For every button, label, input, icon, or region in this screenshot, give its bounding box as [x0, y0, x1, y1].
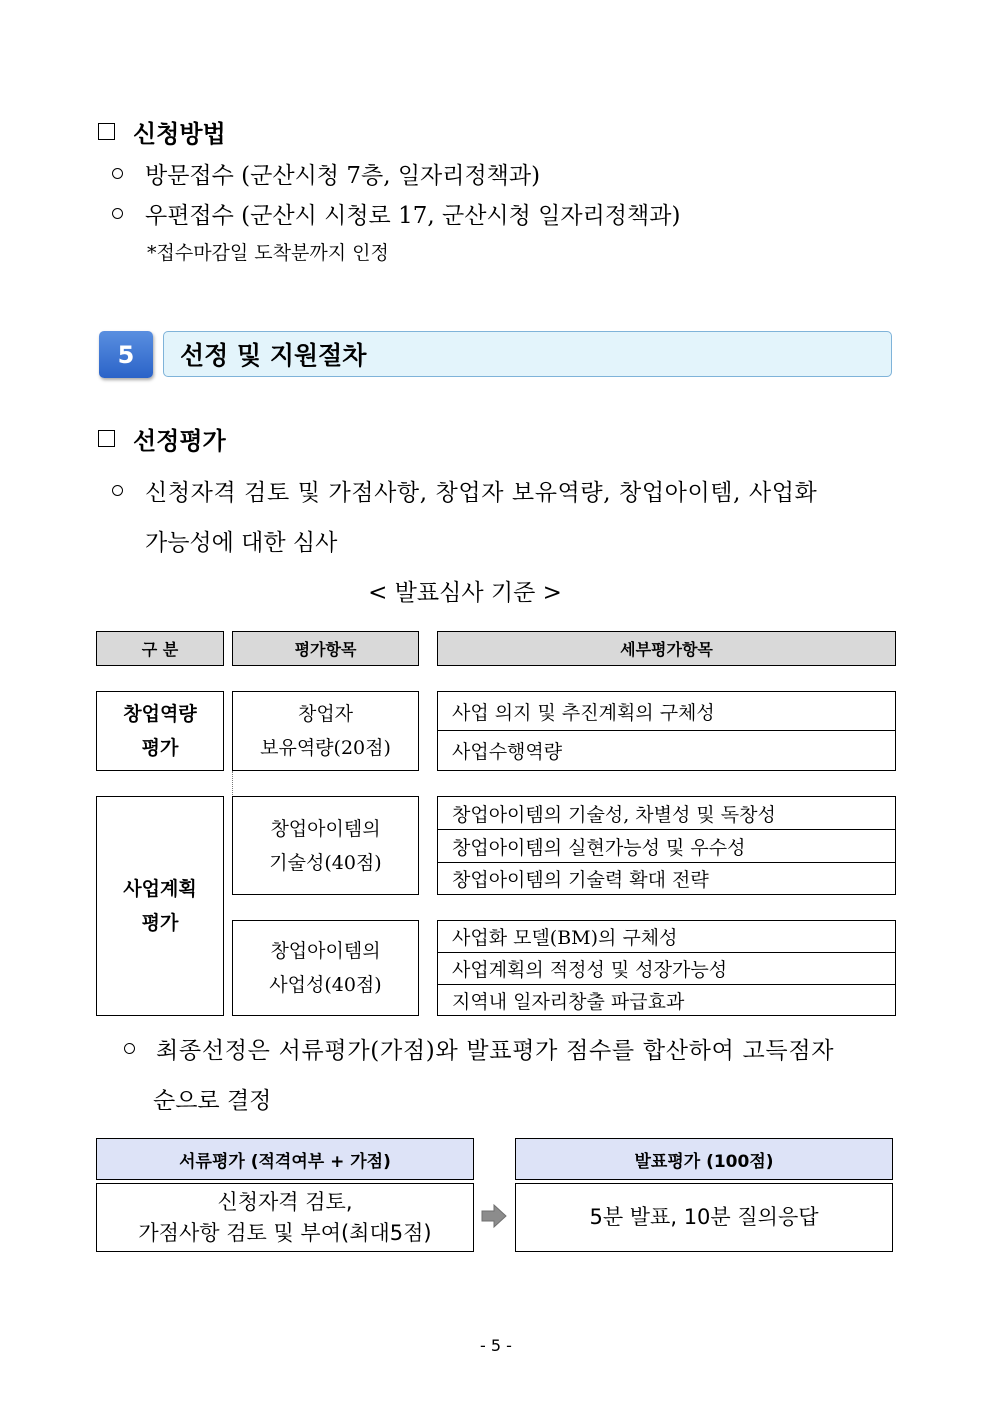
section-number-badge: 5	[99, 331, 153, 378]
arrow-right-icon	[480, 1203, 508, 1229]
section-title: 선정 및 지원절차	[180, 341, 367, 370]
bullet-circle-icon	[112, 208, 123, 219]
flow-left-header: 서류평가 (적격여부 + 가점)	[96, 1138, 474, 1180]
checkbox-square-icon	[98, 430, 115, 447]
detail-row: 지역내 일자리창출 파급효과	[437, 984, 896, 1016]
evaluation-bullet2-line2: 순으로 결정	[153, 1088, 272, 1114]
detail-row: 사업계획의 적정성 및 성장가능성	[437, 952, 896, 985]
flow-right-body: 5분 발표, 10분 질의응답	[515, 1183, 893, 1252]
bullet-circle-icon	[112, 168, 123, 179]
evaluation-heading: 선정평가	[133, 427, 226, 455]
flow-right-header: 발표평가 (100점)	[515, 1138, 893, 1180]
table-header-category: 구 분	[96, 631, 224, 666]
evaluation-bullet1-line1: 신청자격 검토 및 가점사항, 창업자 보유역량, 창업아이템, 사업화	[145, 480, 818, 506]
apply-item-visit: 방문접수 (군산시청 7층, 일자리정책과)	[145, 163, 541, 189]
apply-item-mail: 우편접수 (군산시 시청로 17, 군산시청 일자리정책과)	[145, 203, 681, 229]
bullet-circle-icon	[112, 485, 123, 496]
detail-row: 사업화 모델(BM)의 구체성	[437, 920, 896, 953]
apply-heading: 신청방법	[133, 120, 226, 148]
detail-row: 창업아이템의 실현가능성 및 우수성	[437, 829, 896, 863]
dotted-connector	[232, 771, 233, 797]
evaluation-bullet2-line1: 최종선정은 서류평가(가점)와 발표평가 점수를 합산하여 고득점자	[156, 1038, 835, 1064]
item-business: 창업아이템의 사업성(40점)	[232, 920, 419, 1016]
section-title-bar	[163, 331, 892, 377]
table-header-details: 세부평가항목	[437, 631, 896, 666]
table-header-item: 평가항목	[232, 631, 419, 666]
apply-note: *접수마감일 도착분까지 인정	[147, 242, 389, 264]
flow-left-body: 신청자격 검토, 가점사항 검토 및 부여(최대5점)	[96, 1183, 474, 1252]
item-technology: 창업아이템의 기술성(40점)	[232, 796, 419, 895]
bullet-circle-icon	[124, 1043, 135, 1054]
detail-row: 창업아이템의 기술력 확대 전략	[437, 862, 896, 895]
detail-row: 창업아이템의 기술성, 차별성 및 독창성	[437, 796, 896, 830]
detail-row: 사업 의지 및 추진계획의 구체성	[437, 691, 896, 731]
table-caption: < 발표심사 기준 >	[368, 580, 562, 606]
detail-row: 사업수행역량	[437, 730, 896, 771]
category-business-plan: 사업계획 평가	[96, 796, 224, 1016]
checkbox-square-icon	[98, 123, 115, 140]
category-capability: 창업역량 평가	[96, 691, 224, 771]
page-number: - 5 -	[480, 1336, 512, 1355]
item-founder-capability: 창업자 보유역량(20점)	[232, 691, 419, 771]
evaluation-bullet1-line2: 가능성에 대한 심사	[145, 530, 338, 556]
